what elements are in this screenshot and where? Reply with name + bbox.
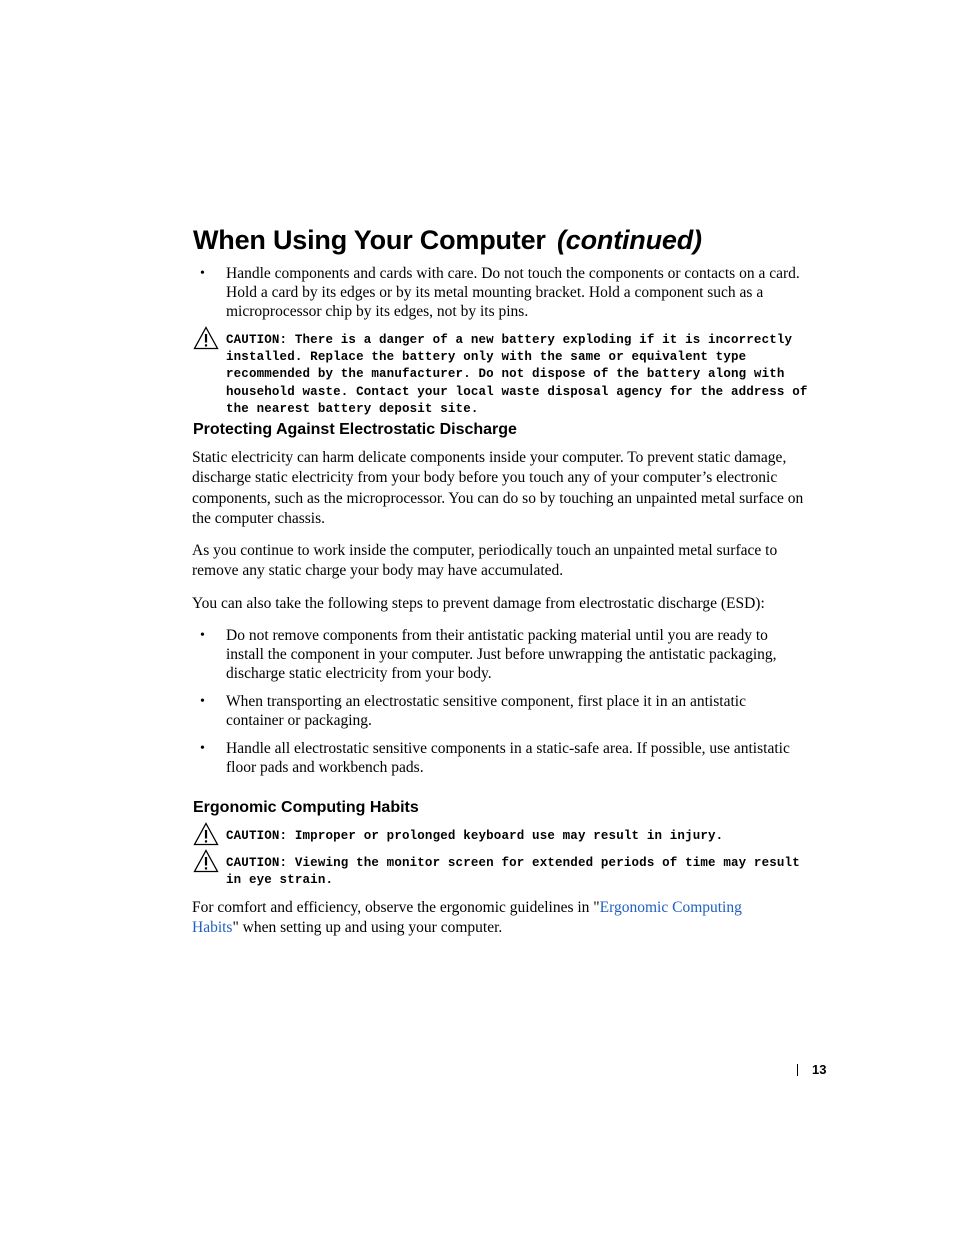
paragraph: You can also take the following steps to prevent damage from electrostatic discharge (ESD):	[192, 595, 765, 612]
caution-monitor	[193, 855, 808, 889]
list-item	[200, 692, 800, 730]
list-item	[200, 264, 800, 321]
bullet-dot-icon: •	[200, 628, 205, 643]
page-number: 13	[812, 1062, 827, 1077]
section-heading-esd: Protecting Against Electrostatic Discharge	[193, 421, 517, 438]
paragraph-text: " when setting up and using your computer.	[232, 919, 503, 937]
caution-battery	[193, 332, 808, 418]
list-item-text: Handle all electrostatic sensitive components in a static-safe area. If possible, use antistatic floor pads and workbench pads.	[226, 740, 790, 776]
warning-triangle-icon	[193, 822, 219, 846]
section-heading-ergonomic: Ergonomic Computing Habits	[193, 799, 419, 816]
list-item	[200, 626, 800, 683]
page-title	[193, 220, 702, 260]
page-title-continued: (continued)	[557, 225, 702, 255]
list-item-text: Handle components and cards with care. Do not touch the components or contacts on a card. Hold a card by its edges or by its metal mounting bracket. Hold a component such as a microprocessor chip by its edges, not by its pins.	[226, 265, 800, 320]
caution-text: CAUTION: Improper or prolonged keyboard use may result in injury.	[226, 829, 724, 843]
warning-triangle-icon	[193, 326, 219, 350]
ergonomic-habits-link[interactable]: Ergonomic Computing Habits	[192, 899, 742, 937]
list-item-text: Do not remove components from their antistatic packing material until you are ready to install the component in your computer. Just before unwrapping the antistatic packaging, discharge static electricity from your body.	[226, 627, 777, 682]
caution-text: CAUTION: Viewing the monitor screen for extended periods of time may result in eye strain.	[226, 856, 800, 888]
paragraph-text: For comfort and efficiency, observe the ergonomic guidelines in "	[192, 899, 600, 916]
warning-triangle-icon	[193, 849, 219, 873]
page-title-main: When Using Your Computer	[193, 225, 546, 255]
caution-text: CAUTION: There is a danger of a new battery exploding if it is incorrectly installed. Replace the battery only with the same or equivalent type recommended by the manufacturer. Do not dispose of the battery along with household waste. Contact your local waste disposal agency for the address of the nearest battery deposit site.	[226, 333, 808, 416]
paragraph: Static electricity can harm delicate components inside your computer. To prevent static damage, discharge static electricity from your body before you touch any of your computer’s electronic components, such as the microprocessor. You can do so by touching an unpainted metal surface on the computer chassis.	[192, 449, 804, 528]
page-number-divider	[797, 1064, 798, 1076]
paragraph: As you continue to work inside the computer, periodically touch an unpainted metal surface to remove any static charge your body may have accumulated.	[192, 542, 778, 580]
bullet-dot-icon: •	[200, 741, 205, 756]
list-item-text: When transporting an electrostatic sensitive component, first place it in an antistatic container or packaging.	[226, 693, 746, 729]
caution-keyboard	[193, 828, 808, 845]
paragraph-ergonomic	[192, 898, 772, 939]
bullet-dot-icon: •	[200, 694, 205, 709]
list-item	[200, 739, 800, 777]
bullet-dot-icon: •	[200, 266, 205, 281]
